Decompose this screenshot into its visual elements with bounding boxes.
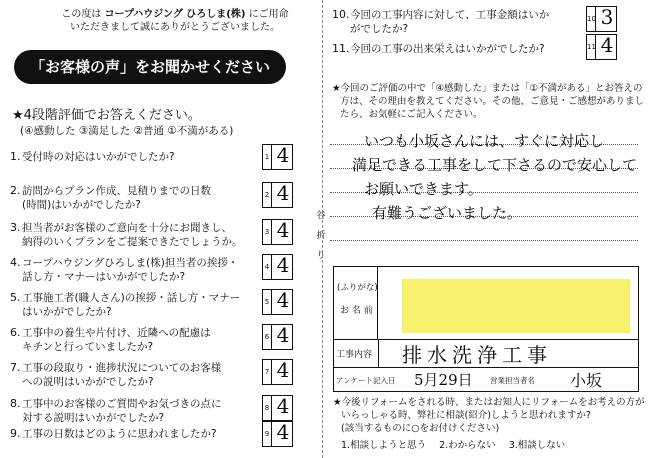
question-text: 工事中のお客様のご質問やお気づきの点に 対する説明はいかがでしたか? <box>22 398 222 424</box>
answer-box-number: 1 <box>263 145 272 169</box>
answer-box[interactable] <box>262 289 293 315</box>
answer-box-number: 5 <box>263 290 272 314</box>
answer-box-number: 9 <box>263 422 272 446</box>
question-text: 工事の段取り・進捗状況についてのお客様 への説明はいかがでしたか? <box>22 362 222 388</box>
question-text: 訪問からプラン作成、見積りまでの日数 (時間)はいかがでしたか? <box>22 185 211 211</box>
answer-value: 4 <box>276 358 290 382</box>
banner <box>14 50 286 84</box>
question-number: 10. <box>332 8 350 21</box>
rating-intro <box>12 108 233 138</box>
option-no-consult[interactable]: 3.相談しない <box>508 440 566 451</box>
question-text: 工事の日数はどのように思われましたか? <box>22 428 217 440</box>
customer-form <box>333 266 639 392</box>
answer-value: 4 <box>276 288 290 312</box>
answer-box-number: 7 <box>263 360 272 384</box>
answer-value: 4 <box>600 33 614 57</box>
work-label: 工事内容 <box>336 350 373 360</box>
question-text: 担当者がお客様のご意向を十分にお聞きし、 納得のいくプランをご提案できたでしょうか。 <box>22 222 243 248</box>
banner-title: 「お客様の声」をお聞かせください <box>29 58 270 76</box>
question-number: 7. <box>10 361 21 374</box>
question-text: 今回の工事内容に対して、工事金額はいか がでしたか? <box>350 9 550 35</box>
answer-value: 4 <box>276 181 290 205</box>
question-text: 工事中の養生や片付け、近隣への配慮は キチンと行っていましたか? <box>22 327 211 353</box>
answer-box[interactable] <box>262 395 293 421</box>
question-number: 2. <box>10 184 21 197</box>
answer-box-number: 2 <box>263 183 272 207</box>
question-number: 11. <box>332 42 350 55</box>
answer-value: 4 <box>276 218 290 242</box>
answer-value: 4 <box>276 394 290 418</box>
answer-value: 4 <box>276 253 290 277</box>
comment-handwritten: いつも小坂さんには、すぐに対応し 満足できる工事をして下さるので安心して お願いできます。 有難うございました。 <box>352 132 638 222</box>
question-text: 今回の工事の出来栄えはいかがでしたか? <box>350 43 545 55</box>
answer-box-number: 4 <box>263 255 272 279</box>
answer-box[interactable] <box>262 144 293 170</box>
date-value: 5月29日 <box>414 371 473 389</box>
furigana-label: (ふりがな) <box>337 283 378 293</box>
answer-box[interactable] <box>262 421 293 447</box>
question-number: 3. <box>10 221 21 234</box>
answer-value: 3 <box>600 5 614 29</box>
answer-box[interactable] <box>586 6 617 32</box>
fold-line <box>322 0 323 458</box>
company-name: コープハウジング ひろしま(株) <box>104 9 246 20</box>
option-consult[interactable]: 1.相談しようと思う <box>341 440 427 451</box>
answer-value: 4 <box>276 323 290 347</box>
question-number: 1. <box>10 150 21 163</box>
answer-value: 4 <box>276 420 290 444</box>
answer-box[interactable] <box>586 34 617 60</box>
answer-box-number: 6 <box>263 325 272 349</box>
answer-box[interactable] <box>262 359 293 385</box>
rating-intro-scale: (④感動した ③満足した ②普通 ①不満がある) <box>20 125 234 137</box>
work-value: 排水洗浄工事 <box>402 343 552 367</box>
name-redaction <box>402 279 630 333</box>
answer-box[interactable] <box>262 219 293 245</box>
comment-rule <box>330 240 638 241</box>
question-text: 受付時の対応はいかがでしたか? <box>22 151 175 163</box>
question-number: 8. <box>10 397 21 410</box>
answer-box-number: 10 <box>587 7 596 31</box>
answer-box[interactable] <box>262 254 293 280</box>
staff-value: 小坂 <box>570 371 603 390</box>
answer-box[interactable] <box>262 324 293 350</box>
comment-prompt: ★今回のご評価の中で「④感動した」または「①不満がある」とお答えの 方は、その理由を教えてください。その他、ご意見・ご感想がありまし たら、お気軽にご記入ください。 <box>332 83 645 120</box>
referral-options <box>333 439 645 452</box>
answer-box-number: 3 <box>263 220 272 244</box>
question-number: 6. <box>10 326 21 339</box>
answer-box-number: 11 <box>587 35 596 59</box>
option-unsure[interactable]: 2.わからない <box>439 440 496 451</box>
staff-label: 営業担当者名 <box>490 376 535 385</box>
question-number: 9. <box>10 427 21 440</box>
question-text: 工事施工者(職人さん)の挨拶・話し方・マナー はいかがでしたか? <box>22 292 241 318</box>
question-number: 4. <box>10 256 21 269</box>
rating-intro-title: ★4段階評価でお答えください。 <box>12 108 201 123</box>
answer-box-number: 8 <box>263 396 272 420</box>
answer-value: 4 <box>276 143 290 167</box>
name-label: お 名 前 <box>340 306 373 316</box>
answer-box[interactable] <box>262 182 293 208</box>
question-text: コープハウジングひろしま(株)担当者の挨拶・ 話し方・マナーはいかがでしたか? <box>22 257 239 283</box>
header-thanks: この度は コープハウジング ひろしま(株) にご用命 いただきまして誠にありがとうございました。 <box>61 9 289 33</box>
fold-mark: 谷 折 り <box>316 211 326 261</box>
question-number: 5. <box>10 291 21 304</box>
date-label: アンケート記入日 <box>336 376 396 385</box>
future-referral: ★今後リフォームをされる時、またはお知人にリフォームをお考えの方が いらっしゃる時、弊社に相談(紹介)しようと思われますか? (該当するものに○をお付けください) 1.相談しようと思う 2.わからない 3.相談しない <box>333 397 645 451</box>
